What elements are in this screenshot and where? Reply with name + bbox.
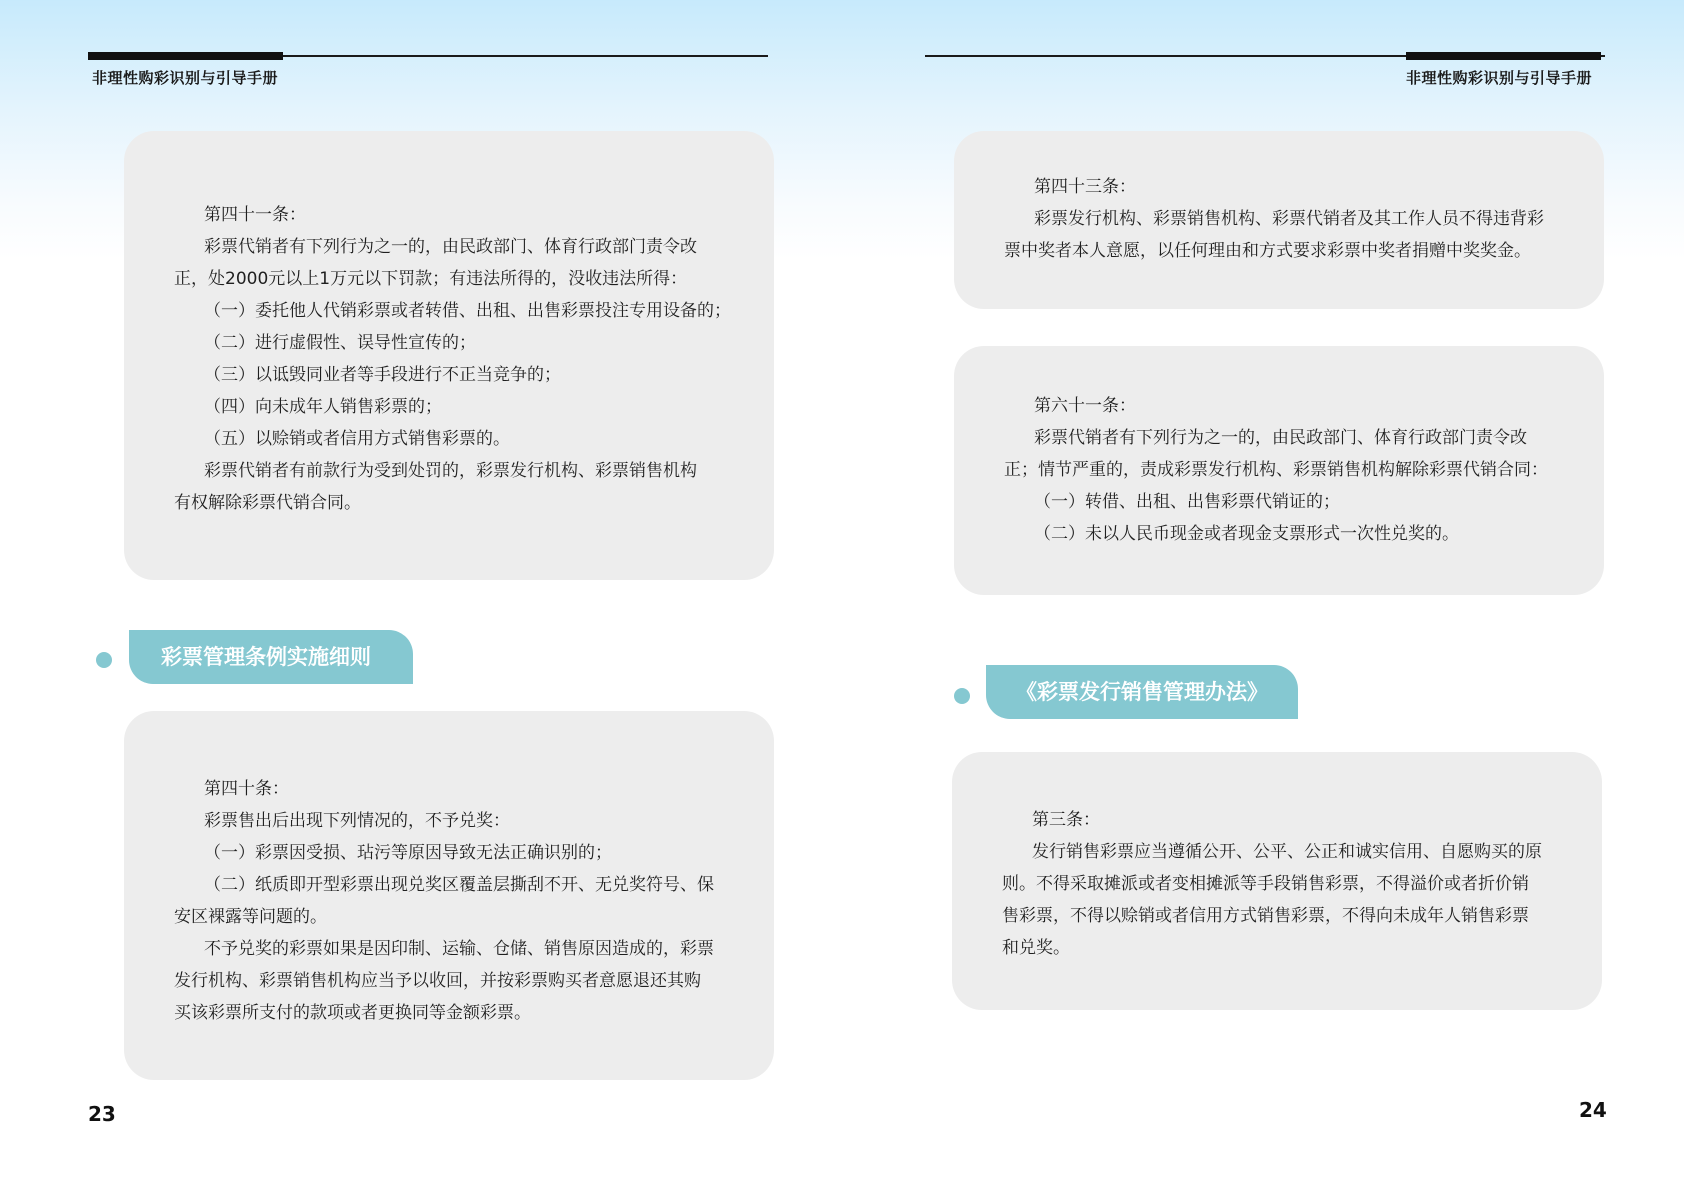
article-heading: 第四十条： bbox=[204, 779, 289, 799]
article-line: 彩票发行机构、彩票销售机构、彩票代销者及其工作人员不得违背彩 bbox=[1034, 209, 1544, 229]
article-line: （二）未以人民币现金或者现金支票形式一次性兑奖的。 bbox=[1034, 524, 1459, 544]
page-number: 23 bbox=[88, 1102, 116, 1126]
article-text bbox=[1002, 804, 1542, 964]
article-line: 彩票售出后出现下列情况的，不予兑奖： bbox=[204, 811, 510, 831]
article-line: 安区裸露等问题的。 bbox=[174, 907, 327, 927]
article-line: 彩票代销者有前款行为受到处罚的，彩票发行机构、彩票销售机构 bbox=[204, 461, 697, 481]
article-heading: 第六十一条： bbox=[1034, 396, 1136, 416]
header-rule-accent bbox=[1406, 52, 1601, 60]
article-line: 正，处2000元以上1万元以下罚款；有违法所得的，没收违法所得： bbox=[174, 269, 688, 289]
article-line: 票中奖者本人意愿，以任何理由和方式要求彩票中奖者捐赠中奖奖金。 bbox=[1004, 241, 1531, 261]
header-rule-accent bbox=[88, 52, 283, 60]
article-line: 彩票代销者有下列行为之一的，由民政部门、体育行政部门责令改 bbox=[1034, 428, 1527, 448]
article-line: 买该彩票所支付的款项或者更换同等金额彩票。 bbox=[174, 1003, 531, 1023]
page-number: 24 bbox=[1579, 1098, 1607, 1122]
article-line: 发行机构、彩票销售机构应当予以收回，并按彩票购买者意愿退还其购 bbox=[174, 971, 701, 991]
header-title: 非理性购彩识别与引导手册 bbox=[92, 69, 279, 87]
article-line: （三）以诋毁同业者等手段进行不正当竞争的； bbox=[204, 365, 561, 385]
article-line: 有权解除彩票代销合同。 bbox=[174, 493, 361, 513]
article-text bbox=[1004, 390, 1548, 550]
article-card-61 bbox=[954, 346, 1604, 595]
article-line: （二）纸质即开型彩票出现兑奖区覆盖层撕刮不开、无兑奖符号、保 bbox=[204, 875, 714, 895]
section-bullet-icon bbox=[954, 688, 970, 704]
article-text bbox=[1004, 171, 1544, 267]
article-card-41 bbox=[124, 131, 774, 580]
header-title: 非理性购彩识别与引导手册 bbox=[1406, 69, 1593, 87]
section-title-tab: 彩票管理条例实施细则 bbox=[129, 630, 413, 684]
article-line: 和兑奖。 bbox=[1002, 938, 1070, 958]
article-heading: 第四十三条： bbox=[1034, 177, 1136, 197]
article-line: 售彩票，不得以赊销或者信用方式销售彩票，不得向未成年人销售彩票 bbox=[1002, 906, 1529, 926]
right-page bbox=[842, 0, 1684, 1191]
article-line: （一）转借、出租、出售彩票代销证的； bbox=[1034, 492, 1340, 512]
article-line: 发行销售彩票应当遵循公开、公平、公正和诚实信用、自愿购买的原 bbox=[1032, 842, 1542, 862]
article-heading: 第三条： bbox=[1032, 810, 1100, 830]
article-text bbox=[174, 199, 731, 519]
section-title-tab: 《彩票发行销售管理办法》 bbox=[986, 665, 1298, 719]
article-card-43 bbox=[954, 131, 1604, 309]
article-line: （二）进行虚假性、误导性宣传的； bbox=[204, 333, 476, 353]
article-line: （一）委托他人代销彩票或者转借、出租、出售彩票投注专用设备的； bbox=[204, 301, 731, 321]
article-line: （五）以赊销或者信用方式销售彩票的。 bbox=[204, 429, 510, 449]
section-bullet-icon bbox=[96, 652, 112, 668]
article-line: （四）向未成年人销售彩票的； bbox=[204, 397, 442, 417]
article-line: 彩票代销者有下列行为之一的，由民政部门、体育行政部门责令改 bbox=[204, 237, 697, 257]
article-line: （一）彩票因受损、玷污等原因导致无法正确识别的； bbox=[204, 843, 612, 863]
article-line: 则。不得采取摊派或者变相摊派等手段销售彩票，不得溢价或者折价销 bbox=[1002, 874, 1529, 894]
article-line: 正；情节严重的，责成彩票发行机构、彩票销售机构解除彩票代销合同： bbox=[1004, 460, 1548, 480]
article-text bbox=[174, 773, 714, 1029]
article-card-3 bbox=[952, 752, 1602, 1010]
article-line: 不予兑奖的彩票如果是因印制、运输、仓储、销售原因造成的，彩票 bbox=[204, 939, 714, 959]
article-card-40 bbox=[124, 711, 774, 1080]
article-heading: 第四十一条： bbox=[204, 205, 306, 225]
